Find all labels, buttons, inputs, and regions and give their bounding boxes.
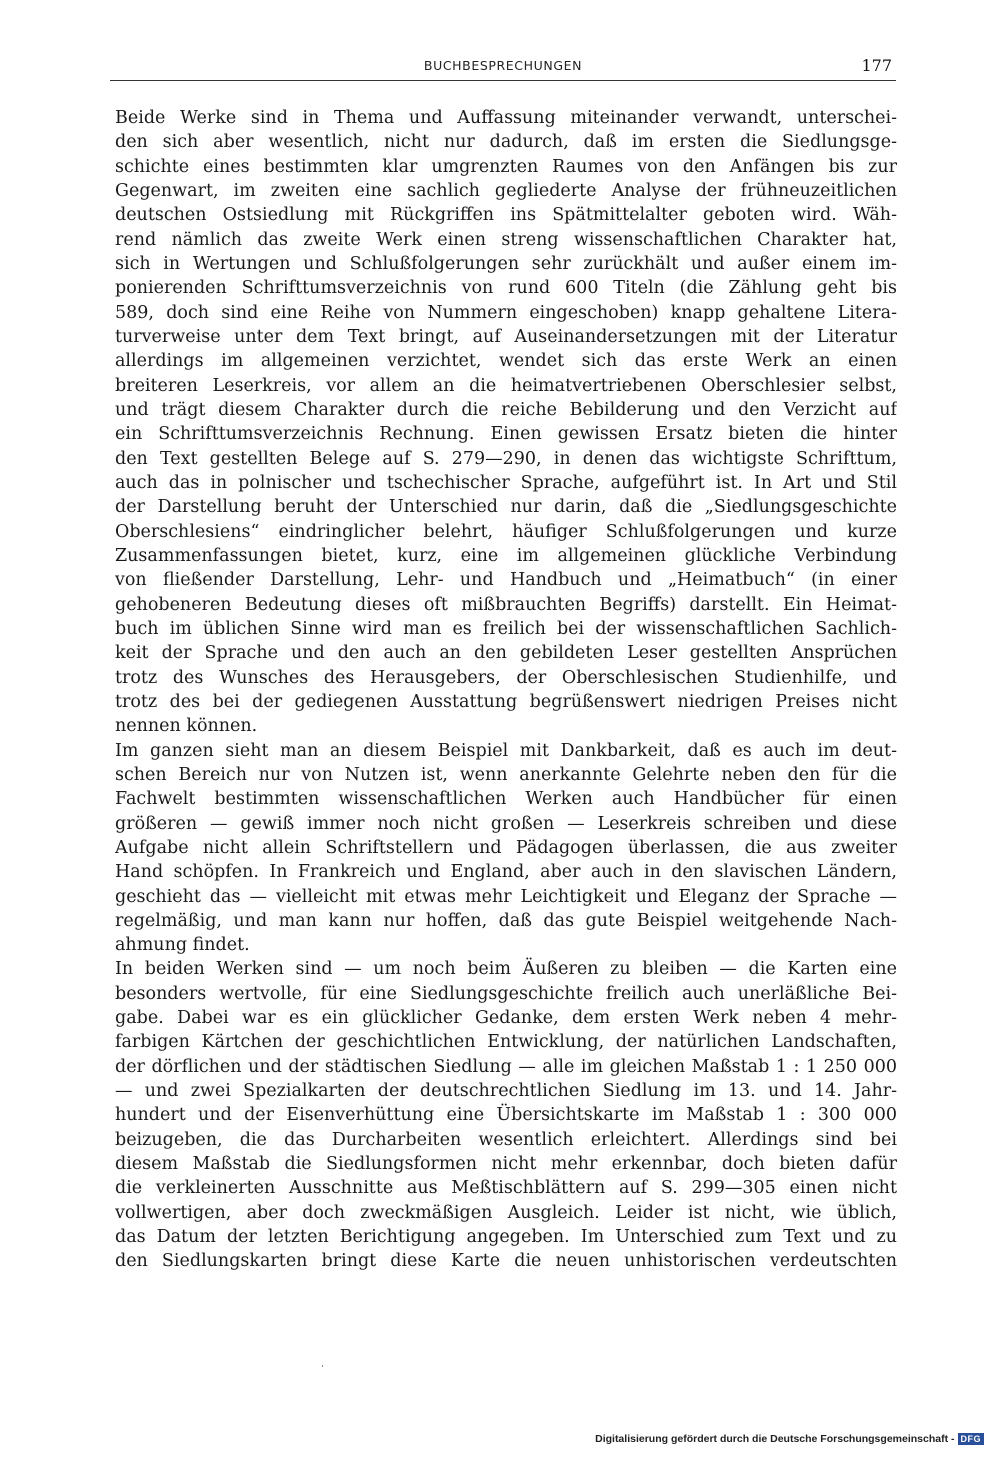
text-line-26: nennen können. [115,716,258,737]
text-line-43: beizugeben, die das Durcharbeiten wesentlich erleichtert. Allerdings sind bei [115,1129,897,1150]
digitization-credit [595,1433,984,1445]
text-line-33: geschieht das — vielleicht mit etwas mehr Leichtigkeit und Eleganz der Sprache — [115,886,897,907]
running-head: BUCHBESPRECHUNGEN [423,58,583,73]
page-header [110,56,896,80]
text-line-30: größeren — gewiß immer noch nicht großen — Leserkreis schreiben und diese [115,813,897,834]
text-line-28: schen Bereich nur von Nutzen ist, wenn anerkannte Gelehrte neben den für die [115,764,897,785]
text-line-40: der dörflichen und der städtischen Siedlung — alle im gleichen Maßstab 1 : 1 250 000 [115,1056,897,1077]
body-text [115,106,897,1274]
text-line-19: Zusammenfassungen bietet, kurz, eine im allgemeinen glückliche Verbindung [115,545,897,566]
text-line-46: vollwertigen, aber doch zweckmäßigen Ausgleich. Leider ist nicht, wie üblich, [115,1202,897,1223]
text-line-29: Fachwelt bestimmten wissenschaftlichen Werken auch Handbücher für einen [115,789,897,810]
dfg-logo: DFG [958,1433,985,1445]
text-line-4: Gegenwart, im zweiten eine sachlich gegliederte Analyse der frühneuzeitlichen [115,180,897,201]
scan-speck [322,1365,323,1367]
text-line-10: turverweise unter dem Text bringt, auf Auseinandersetzungen mit der Literatur [115,326,897,347]
page-number: 177 [861,56,892,75]
text-line-25: trotz des bei der gediegenen Ausstattung begrüßenswert niedrigen Preises nicht [115,691,897,712]
text-line-36: In beiden Werken sind — um noch beim Äußeren zu bleiben — die Karten eine [115,959,897,980]
text-line-15: den Text gestellten Belege auf S. 279—290, in denen das wichtigste Schrifttum, [115,448,897,469]
text-line-1: Beide Werke sind in Thema und Auffassung miteinander verwandt, unterschei- [115,108,897,128]
text-line-27: Im ganzen sieht man an diesem Beispiel mit Dankbarkeit, daß es auch im deut- [115,740,897,761]
text-line-44: diesem Maßstab die Siedlungsformen nicht mehr erkennbar, doch bieten dafür [115,1154,897,1175]
credit-text: Digitalisierung gefördert durch die Deutsche Forschungsgemeinschaft - [595,1433,955,1445]
text-line-35: ahmung findet. [115,935,250,956]
text-line-8: ponierenden Schrifttumsverzeichnis von rund 600 Titeln (die Zählung geht bis [115,278,897,299]
text-line-23: keit der Sprache und den auch an den gebildeten Leser gestellten Ansprüchen [115,643,897,664]
text-line-31: Aufgabe nicht allein Schriftstellern und Pädagogen überlassen, die aus zweiter [115,837,897,858]
text-line-37: besonders wertvolle, für eine Siedlungsgeschichte freilich auch unerläßliche Bei- [115,983,897,1004]
text-line-11: allerdings im allgemeinen verzichtet, wendet sich das erste Werk an einen [115,351,897,372]
text-line-13: und trägt diesem Charakter durch die reiche Bebilderung und den Verzicht auf [115,399,897,420]
text-line-41: — und zwei Spezialkarten der deutschrechtlichen Siedlung im 13. und 14. Jahr- [115,1081,897,1102]
text-line-3: schichte eines bestimmten klar umgrenzten Raumes von den Anfängen bis zur [115,156,897,177]
text-line-32: Hand schöpfen. In Frankreich und England, aber auch in den slavischen Ländern, [115,862,897,883]
text-line-24: trotz des Wunsches des Herausgebers, der Oberschlesischen Studienhilfe, und [115,667,897,688]
text-line-45: die verkleinerten Ausschnitte aus Meßtischblättern auf S. 299—305 einen nicht [115,1178,897,1199]
text-line-17: der Darstellung beruht der Unterschied nur darin, daß die „Siedlungsgeschichte [115,497,897,518]
text-line-7: sich in Wertungen und Schlußfolgerungen sehr zurückhält und außer einem im- [115,253,897,274]
text-line-6: rend nämlich das zweite Werk einen streng wissenschaftlichen Charakter hat, [115,229,897,250]
text-line-16: auch das in polnischer und tschechischer Sprache, aufgeführt ist. In Art und Stil [115,472,897,493]
text-line-47: das Datum der letzten Berichtigung angegeben. Im Unterschied zum Text und zu [115,1227,897,1248]
text-line-48: den Siedlungskarten bringt diese Karte die neuen unhistorischen verdeutschten [115,1251,897,1272]
text-line-5: deutschen Ostsiedlung mit Rückgriffen ins Spätmittelalter geboten wird. Wäh- [115,205,897,226]
header-rule [110,80,896,81]
text-line-38: gabe. Dabei war es ein glücklicher Gedanke, dem ersten Werk neben 4 mehr- [115,1008,897,1029]
text-line-2: den sich aber wesentlich, nicht nur dadurch, daß im ersten die Siedlungsge- [115,132,897,153]
text-line-22: buch im üblichen Sinne wird man es freilich bei der wissenschaftlichen Sachlich- [115,618,897,639]
text-line-21: gehobeneren Bedeutung dieses oft mißbrauchten Begriffs) darstellt. Ein Heimat- [115,594,897,615]
text-line-14: ein Schrifttumsverzeichnis Rechnung. Einen gewissen Ersatz bieten die hinter [115,424,897,445]
text-line-9: 589, doch sind eine Reihe von Nummern eingeschoben) knapp gehaltene Litera- [115,302,897,323]
text-line-18: Oberschlesiens“ eindringlicher belehrt, häufiger Schlußfolgerungen und kurze [115,521,897,542]
text-line-20: von fließender Darstellung, Lehr- und Handbuch und „Heimatbuch“ (in einer [115,570,897,591]
text-line-12: breiteren Leserkreis, vor allem an die heimatvertriebenen Oberschlesier selbst, [115,375,897,396]
text-line-34: regelmäßig, und man kann nur hoffen, daß das gute Beispiel weitgehende Nach- [115,910,897,931]
text-line-42: hundert und der Eisenverhüttung eine Übersichtskarte im Maßstab 1 : 300 000 [115,1105,897,1126]
text-line-39: farbigen Kärtchen der geschichtlichen Entwicklung, der natürlichen Landschaften, [115,1032,897,1053]
